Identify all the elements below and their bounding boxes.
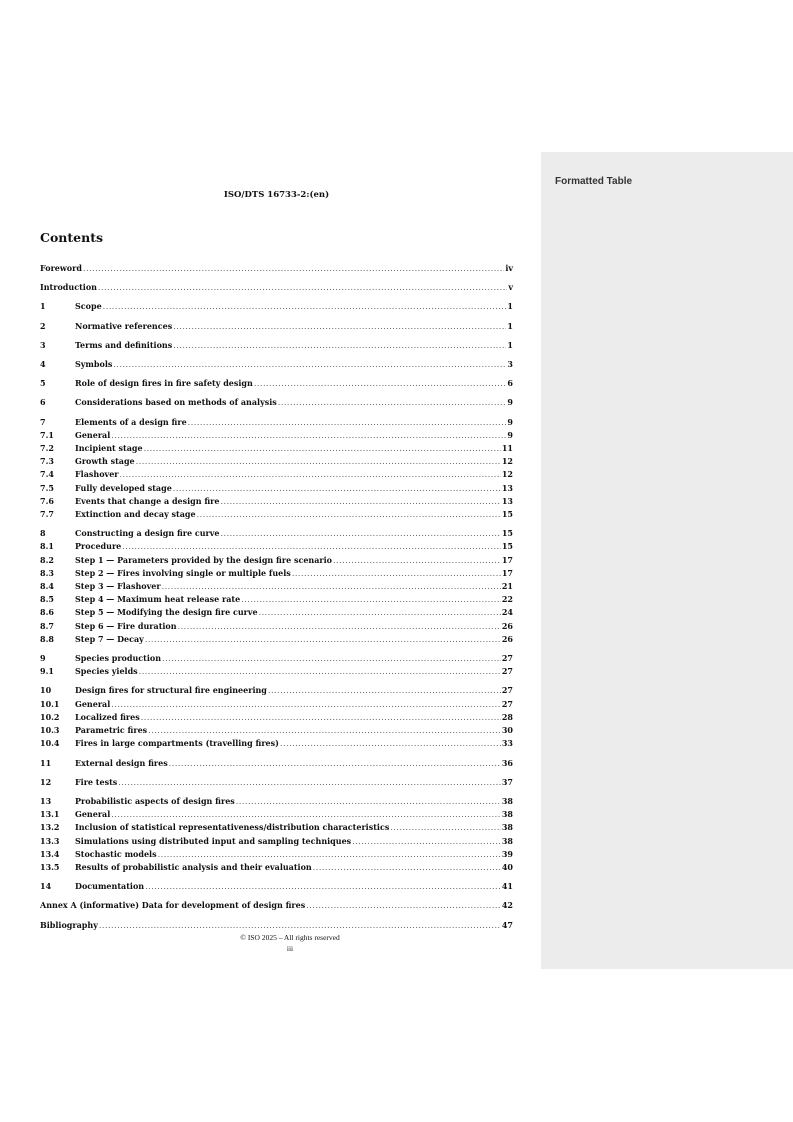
toc-entry-title: Elements of a design fire	[75, 416, 187, 427]
toc-entry-leader	[173, 321, 506, 333]
toc-entry-title: Step 6 — Fire duration	[75, 620, 177, 631]
toc-entry-number: 10.4	[40, 738, 60, 749]
toc-entry-page: 9	[507, 397, 513, 408]
toc-entry-leader	[292, 568, 501, 580]
toc-entry-leader	[120, 469, 501, 481]
toc-entry[interactable]	[40, 848, 513, 861]
toc-entry-page: 12	[501, 456, 513, 467]
toc-entry-leader	[122, 541, 501, 553]
toc-entry-page: 38	[501, 822, 513, 833]
toc-entry[interactable]	[40, 724, 513, 737]
toc-entry[interactable]	[40, 593, 513, 606]
toc-entry[interactable]	[40, 580, 513, 593]
toc-entry-leader	[280, 738, 501, 750]
toc-entry-title: Results of probabilistic analysis and their evaluation	[75, 861, 312, 872]
toc-entry-number: 7.4	[40, 469, 54, 480]
toc-entry-page: 26	[501, 620, 513, 631]
toc-group	[40, 757, 513, 770]
toc-entry[interactable]	[40, 899, 513, 912]
toc-entry-page: 11	[501, 443, 513, 454]
toc-entry-leader	[188, 417, 507, 429]
toc-entry-number: 8.7	[40, 620, 54, 631]
toc-entry-number: 14	[40, 881, 52, 892]
toc-entry-title: Step 7 — Decay	[75, 633, 144, 644]
toc-entry[interactable]	[40, 795, 513, 808]
toc-entry-leader	[254, 378, 507, 390]
page-number: iii	[286, 944, 294, 953]
toc-entry-title: Growth stage	[75, 456, 135, 467]
toc-entry-title: Inclusion of statistical representativeness/distribution characteristics	[75, 822, 390, 833]
toc-entry-page: 1	[507, 339, 513, 350]
toc-group	[40, 652, 513, 678]
contents-heading: Contents	[40, 230, 104, 245]
toc-entry-title: Design fires for structural fire engineering	[75, 685, 267, 696]
toc-entry-number: 8.8	[40, 633, 54, 644]
toc-group	[40, 919, 513, 932]
toc-entry-leader	[259, 607, 501, 619]
toc-group	[40, 880, 513, 893]
toc-entry[interactable]	[40, 281, 513, 294]
toc-entry-leader	[99, 920, 501, 932]
toc-entry[interactable]	[40, 358, 513, 371]
toc-entry[interactable]	[40, 567, 513, 580]
toc-entry[interactable]	[40, 300, 513, 313]
toc-entry-number: 13.2	[40, 822, 60, 833]
toc-entry-title: Terms and definitions	[75, 339, 173, 350]
toc-entry[interactable]	[40, 821, 513, 834]
toc-group	[40, 339, 513, 352]
toc-entry-leader	[111, 430, 506, 442]
toc-entry-title: General	[75, 698, 111, 709]
toc-entry-page: 27	[501, 666, 513, 677]
toc-entry-title: Bibliography	[40, 919, 98, 930]
toc-entry-number: 2	[40, 320, 46, 331]
toc-entry-number: 9.1	[40, 666, 54, 677]
toc-entry-number: 8.1	[40, 541, 54, 552]
toc-entry[interactable]	[40, 396, 513, 409]
toc-entry-number: 1	[40, 301, 46, 312]
toc-entry[interactable]	[40, 377, 513, 390]
toc-entry[interactable]	[40, 835, 513, 848]
toc-entry[interactable]	[40, 455, 513, 468]
toc-entry-number: 7.1	[40, 429, 54, 440]
toc-entry-leader	[83, 263, 504, 275]
toc-entry-page: 1	[507, 301, 513, 312]
toc-entry-page: 28	[501, 711, 513, 722]
toc-group	[40, 416, 513, 522]
toc-entry-page: 33	[501, 738, 513, 749]
toc-entry-page: 40	[501, 861, 513, 872]
toc-entry-page: 9	[507, 429, 513, 440]
toc-entry-page: 1	[507, 320, 513, 331]
toc-entry-leader	[278, 397, 507, 409]
toc-group	[40, 320, 513, 333]
toc-entry-number: 10.2	[40, 711, 60, 722]
toc-entry-leader	[390, 822, 501, 834]
toc-entry-page: v	[508, 282, 513, 293]
toc-entry-page: 38	[501, 795, 513, 806]
toc-entry-title: Symbols	[75, 359, 113, 370]
toc-entry-number: 13.1	[40, 809, 60, 820]
toc-entry-leader	[333, 555, 501, 567]
toc-entry-number: 8.3	[40, 567, 54, 578]
toc-entry-leader	[139, 666, 501, 678]
comment-pane	[541, 152, 793, 969]
toc-entry-page: 24	[501, 607, 513, 618]
toc-entry-page: 6	[507, 378, 513, 389]
toc-entry-title: Parametric fires	[75, 725, 148, 736]
toc-entry-page: 13	[501, 482, 513, 493]
toc-entry-number: 7.5	[40, 482, 54, 493]
toc-entry-title: Fire tests	[75, 776, 118, 787]
toc-entry[interactable]	[40, 416, 513, 429]
toc-entry-page: 15	[501, 528, 513, 539]
toc-entry[interactable]	[40, 339, 513, 352]
toc-entry-page: 38	[501, 835, 513, 846]
toc-entry[interactable]	[40, 861, 513, 874]
toc-entry-number: 4	[40, 359, 46, 370]
toc-entry-title: Fires in large compartments (travelling fires)	[75, 738, 279, 749]
toc-entry[interactable]	[40, 262, 513, 275]
toc-entry[interactable]	[40, 527, 513, 540]
toc-entry-title: Step 2 — Fires involving single or multiple fuels	[75, 567, 291, 578]
toc-group	[40, 795, 513, 874]
toc-entry-leader	[352, 836, 501, 848]
toc-entry-title: Species yields	[75, 666, 138, 677]
toc-entry[interactable]	[40, 508, 513, 521]
toc-entry[interactable]	[40, 320, 513, 333]
toc-entry-page: 15	[501, 541, 513, 552]
toc-entry-title: General	[75, 809, 111, 820]
toc-entry-leader	[136, 456, 501, 468]
toc-entry-leader	[173, 340, 506, 352]
toc-entry-page: 9	[507, 416, 513, 427]
toc-entry-number: 5	[40, 378, 46, 389]
toc-entry-number: 13.3	[40, 835, 60, 846]
toc-entry-leader	[173, 483, 501, 495]
toc-entry-leader	[178, 621, 501, 633]
toc-entry-leader	[103, 301, 507, 313]
toc-entry-title: Considerations based on methods of analysis	[75, 397, 277, 408]
toc-entry-page: 22	[501, 594, 513, 605]
toc-entry-leader	[98, 282, 507, 294]
toc-entry-page: 30	[501, 725, 513, 736]
toc-entry-number: 7.2	[40, 443, 54, 454]
toc-entry-number: 13.5	[40, 861, 60, 872]
toc-entry[interactable]	[40, 633, 513, 646]
toc-entry-title: Normative references	[75, 320, 173, 331]
toc-group	[40, 527, 513, 646]
toc-entry-number: 7.7	[40, 509, 54, 520]
toc-entry-number: 7	[40, 416, 46, 427]
toc-entry-page: 26	[501, 633, 513, 644]
toc-entry-number: 11	[40, 757, 52, 768]
toc-entry-page: 47	[501, 919, 513, 930]
document-header: ISO/DTS 16733-2:(en)	[223, 190, 330, 200]
toc-entry[interactable]	[40, 620, 513, 633]
toc-entry-leader	[197, 509, 501, 521]
toc-group	[40, 358, 513, 371]
toc-entry-page: 17	[501, 567, 513, 578]
toc-entry[interactable]	[40, 757, 513, 770]
toc-entry-title: Fully developed stage	[75, 482, 172, 493]
toc-entry-leader	[111, 809, 501, 821]
toc-entry-page: 27	[501, 698, 513, 709]
toc-entry[interactable]	[40, 540, 513, 553]
toc-entry-leader	[118, 777, 501, 789]
toc-entry-leader	[144, 443, 501, 455]
toc-entry-title: Constructing a design fire curve	[75, 528, 220, 539]
toc-entry-title: Foreword	[40, 263, 82, 273]
toc-entry-title: Scope	[75, 301, 102, 312]
toc-entry-number: 12	[40, 776, 52, 787]
toc-entry-page: 17	[501, 554, 513, 565]
toc-entry[interactable]	[40, 495, 513, 508]
toc-entry-number: 13.4	[40, 848, 60, 859]
toc-entry[interactable]	[40, 711, 513, 724]
toc-group	[40, 377, 513, 390]
toc-entry-title: Step 3 — Flashover	[75, 581, 161, 592]
toc-entry-number: 9	[40, 653, 46, 664]
toc-group	[40, 300, 513, 313]
toc-entry[interactable]	[40, 808, 513, 821]
toc-entry-page: 13	[501, 495, 513, 506]
toc-entry-page: 38	[501, 809, 513, 820]
toc-entry-number: 8	[40, 528, 46, 539]
toc-entry-number: 10.3	[40, 725, 60, 736]
toc-entry-leader	[313, 862, 501, 874]
toc-entry-title: Flashover	[75, 469, 119, 480]
toc-entry-page: 12	[501, 469, 513, 480]
toc-entry[interactable]	[40, 698, 513, 711]
toc-group	[40, 262, 513, 275]
toc-entry-title: Stochastic models	[75, 848, 157, 859]
toc-entry-title: Step 5 — Modifying the design fire curve	[75, 607, 258, 618]
toc-entry-page: iv	[505, 263, 513, 273]
page-footer	[40, 932, 540, 954]
toc-entry-leader	[162, 581, 501, 593]
toc-entry-page: 3	[507, 359, 513, 370]
toc-entry-title: General	[75, 429, 111, 440]
toc-entry-title: Procedure	[75, 541, 122, 552]
toc-entry-page: 15	[501, 509, 513, 520]
toc-entry-number: 13	[40, 795, 52, 806]
toc-entry-number: 8.5	[40, 594, 54, 605]
toc-entry-page: 36	[501, 757, 513, 768]
toc-entry-page: 27	[501, 653, 513, 664]
table-of-contents	[40, 262, 513, 938]
toc-group	[40, 684, 513, 750]
toc-entry-number: 10.1	[40, 698, 60, 709]
toc-group	[40, 396, 513, 409]
toc-entry-page: 42	[501, 900, 513, 911]
toc-entry-number: 7.6	[40, 495, 54, 506]
toc-entry-page: 21	[501, 581, 513, 592]
toc-entry-page: 41	[501, 881, 513, 892]
toc-entry-title: Role of design fires in fire safety design	[75, 378, 253, 389]
toc-entry-leader	[158, 849, 501, 861]
toc-entry-title: Probabilistic aspects of design fires	[75, 795, 235, 806]
toc-entry-number: 8.4	[40, 581, 54, 592]
toc-entry-title: Step 4 — Maximum heat release rate	[75, 594, 241, 605]
toc-entry-leader	[113, 359, 506, 371]
toc-entry-leader	[141, 712, 501, 724]
toc-entry-title: Extinction and decay stage	[75, 509, 196, 520]
toc-entry-title: Introduction	[40, 282, 97, 293]
toc-entry-leader	[145, 881, 501, 893]
toc-entry[interactable]	[40, 652, 513, 665]
toc-entry-number: 6	[40, 397, 46, 408]
toc-group	[40, 776, 513, 789]
toc-entry-leader	[236, 796, 501, 808]
toc-group	[40, 899, 513, 912]
toc-entry[interactable]	[40, 776, 513, 789]
toc-entry-leader	[111, 699, 501, 711]
toc-entry-number: 8.2	[40, 554, 54, 565]
toc-entry-number: 3	[40, 339, 46, 350]
toc-entry[interactable]	[40, 606, 513, 619]
toc-entry-title: Annex A (informative) Data for development of design fires	[40, 900, 306, 911]
toc-entry-title: Localized fires	[75, 711, 140, 722]
toc-entry-leader	[220, 496, 500, 508]
toc-entry[interactable]	[40, 919, 513, 932]
toc-entry-title: Documentation	[75, 881, 145, 892]
toc-entry-title: Events that change a design fire	[75, 495, 220, 506]
copyright-notice: © ISO 2025 – All rights reserved	[240, 933, 340, 942]
toc-entry-leader	[306, 900, 501, 912]
toc-entry-title: External design fires	[75, 757, 168, 768]
toc-entry[interactable]	[40, 665, 513, 678]
toc-entry[interactable]	[40, 468, 513, 481]
toc-entry-number: 8.6	[40, 607, 54, 618]
toc-entry-leader	[221, 528, 501, 540]
toc-entry-leader	[148, 725, 501, 737]
toc-entry-page: 39	[501, 848, 513, 859]
toc-entry-leader	[241, 594, 501, 606]
toc-entry[interactable]	[40, 482, 513, 495]
toc-entry-leader	[268, 685, 501, 697]
toc-entry-title: Step 1 — Parameters provided by the design fire scenario	[75, 554, 332, 565]
toc-entry-title: Simulations using distributed input and sampling techniques	[75, 835, 352, 846]
toc-entry-number: 7.3	[40, 456, 54, 467]
toc-entry-leader	[169, 758, 501, 770]
toc-entry-leader	[162, 653, 501, 665]
toc-entry-page: 37	[501, 776, 513, 787]
toc-entry[interactable]	[40, 429, 513, 442]
toc-entry[interactable]	[40, 442, 513, 455]
toc-entry-title: Incipient stage	[75, 443, 143, 454]
toc-entry[interactable]	[40, 684, 513, 697]
toc-entry-leader	[145, 634, 501, 646]
toc-group	[40, 281, 513, 294]
toc-entry-page: 27	[501, 685, 513, 696]
toc-entry[interactable]	[40, 554, 513, 567]
toc-entry[interactable]	[40, 737, 513, 750]
toc-entry[interactable]	[40, 880, 513, 893]
toc-entry-number: 10	[40, 685, 52, 696]
comment-pane-label: Formatted Table	[555, 176, 633, 187]
toc-entry-title: Species production	[75, 653, 162, 664]
